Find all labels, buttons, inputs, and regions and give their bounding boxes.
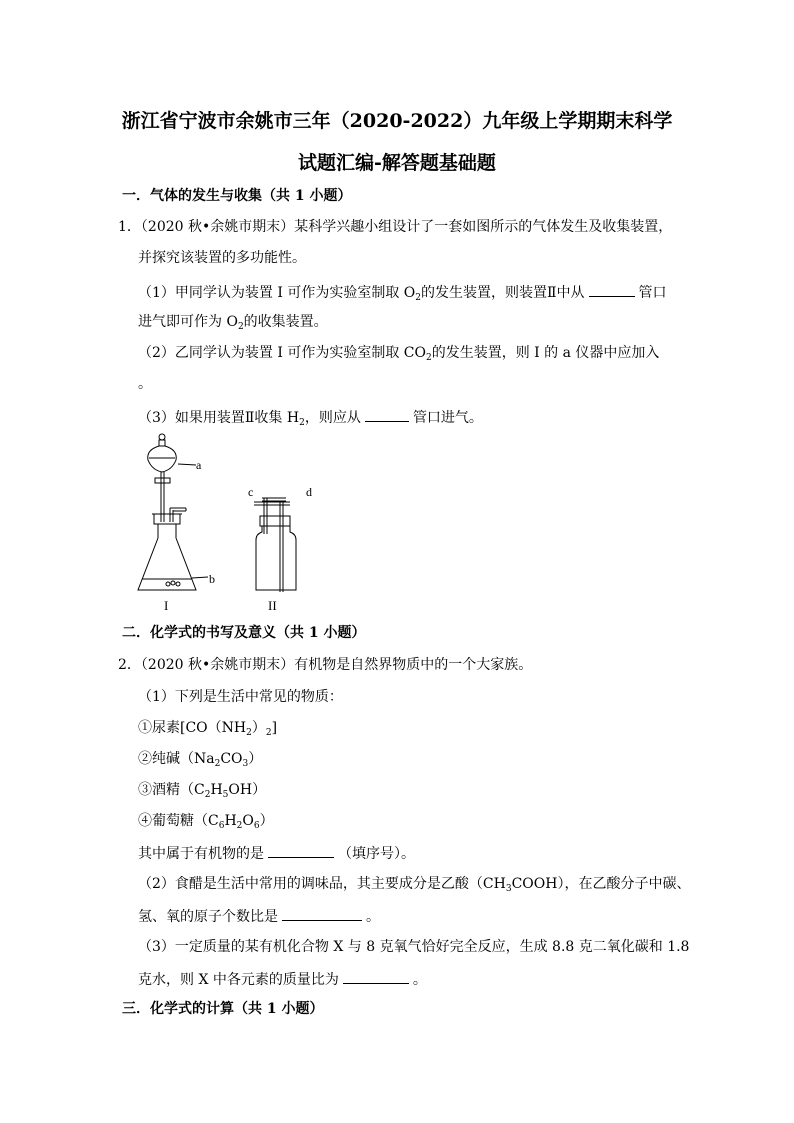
text: ） — [251, 720, 266, 736]
text: 的收集装置。 — [243, 314, 328, 330]
question-2-part-3: （3）一定质量的某有机化合物 X 与 8 克氧气恰好完全反应，生成 8.8 克二氧化碳和 1.8 — [138, 939, 690, 955]
text: CO — [220, 751, 243, 767]
text: 克水，则 X 中各元素的质量比为 — [138, 972, 339, 988]
gas-collection-bottle — [254, 498, 296, 592]
subscript: 3 — [242, 759, 249, 769]
subscript: 2 — [265, 728, 272, 738]
question-2-stem — [118, 656, 532, 674]
figure-label-b: b — [209, 572, 215, 586]
subscript: 5 — [222, 790, 229, 800]
text: 的发生装置，则装置Ⅱ中从 — [421, 285, 585, 301]
text: （2）食醋是生活中常用的调味品，其主要成分是乙酸（CH — [138, 876, 506, 892]
text: 。 — [366, 909, 380, 925]
question-2-part-1: （1）下列是生活中常见的物质： — [138, 689, 343, 705]
apparatus-figure — [130, 430, 330, 618]
figure-label-I: I — [164, 598, 169, 613]
subscript: 6 — [253, 821, 260, 831]
text: COOH），在乙酸分子中碳、 — [511, 876, 691, 892]
text: （2）乙同学认为装置 I 可作为实验室制取 CO — [138, 345, 426, 361]
text: ，则应从 — [304, 410, 361, 426]
answer-blank[interactable] — [268, 843, 334, 858]
text: H — [224, 813, 237, 829]
text: O — [242, 813, 254, 829]
text: ③酒精（C — [138, 782, 205, 798]
text: 的发生装置，则 I 的 a 仪器中应加入 — [431, 345, 660, 361]
subscript: 2 — [214, 759, 221, 769]
text: 。 — [412, 972, 427, 988]
subscript: 6 — [218, 821, 225, 831]
question-1-part-2 — [138, 344, 659, 362]
text: ②纯碱（Na — [138, 751, 215, 767]
text: ） — [248, 751, 263, 767]
figure-label-a: a — [196, 458, 202, 472]
subscript: 3 — [505, 884, 512, 894]
text: （填序号）。 — [338, 846, 415, 862]
substance-item-4 — [138, 812, 274, 830]
answer-blank[interactable] — [343, 969, 409, 984]
substance-item-2 — [138, 750, 262, 768]
page-title-line2: 试题汇编-解答题基础题 — [298, 152, 496, 174]
section-heading: 二．化学式的书写及意义（共 1 小题） — [122, 625, 366, 641]
text: ①尿素[CO（NH — [138, 720, 247, 736]
question-2-part-2-cont — [138, 906, 380, 926]
text: （1）甲同学认为装置 I 可作为实验室制取 O — [138, 285, 416, 301]
text: （3）如果用装置Ⅱ收集 H — [138, 410, 300, 426]
text: 管口进气。 — [412, 410, 483, 426]
text: ） — [259, 813, 274, 829]
subscript: 2 — [236, 821, 243, 831]
section-heading: 一．气体的发生与收集（共 1 小题） — [122, 188, 352, 204]
text: OH） — [228, 782, 267, 798]
text: 进气即可作为 O — [138, 314, 238, 330]
subscript: 2 — [425, 353, 432, 363]
answer-blank[interactable] — [282, 906, 362, 921]
question-1-part-1-cont — [138, 313, 328, 331]
section-heading: 三．化学式的计算（共 1 小题） — [122, 1001, 324, 1017]
subscript: 2 — [415, 293, 421, 303]
text: ] — [271, 720, 278, 736]
figure-label-d: d — [306, 485, 312, 499]
text: 管口 — [638, 285, 667, 301]
subscript: 2 — [237, 322, 244, 332]
question-number: 1． — [118, 219, 141, 235]
question-2-part-2 — [138, 875, 690, 893]
text: H — [210, 782, 223, 798]
figure-label-c: c — [248, 485, 254, 499]
question-1-part-1 — [138, 282, 667, 302]
text: 其中属于有机物的是 — [138, 846, 264, 862]
question-2-part-3-cont — [138, 969, 427, 989]
question-source-text: （2020 秋•余姚市期末）有机物是自然界物质中的一个大家族。 — [140, 657, 533, 673]
question-1-part-2-cont: 。 — [138, 376, 152, 392]
answer-blank[interactable] — [589, 282, 635, 297]
question-source-text: （2020 秋•余姚市期末）某科学兴趣小组设计了一套如图所示的气体发生及收集装置， — [140, 219, 673, 235]
separatory-funnel — [148, 434, 196, 522]
text: ④葡萄糖（C — [138, 813, 219, 829]
substance-item-3 — [138, 781, 266, 799]
question-1-stem-cont: 并探究该装置的多功能性。 — [138, 250, 306, 266]
subscript: 2 — [204, 790, 211, 800]
question-number: 2． — [118, 657, 141, 673]
conical-flask — [138, 508, 208, 590]
text: 氢、氧的原子个数比是 — [138, 909, 278, 925]
page-title-line1: 浙江省宁波市余姚市三年（2020-2022）九年级上学期期末科学 — [121, 110, 673, 132]
answer-blank[interactable] — [365, 407, 409, 422]
subscript: 2 — [299, 418, 305, 428]
figure-label-II: II — [268, 598, 277, 613]
substance-item-1 — [138, 719, 277, 737]
question-1-part-3 — [138, 407, 483, 427]
question-2-part-1-tail — [138, 843, 415, 863]
subscript: 2 — [246, 728, 252, 738]
question-1-stem — [118, 218, 672, 236]
